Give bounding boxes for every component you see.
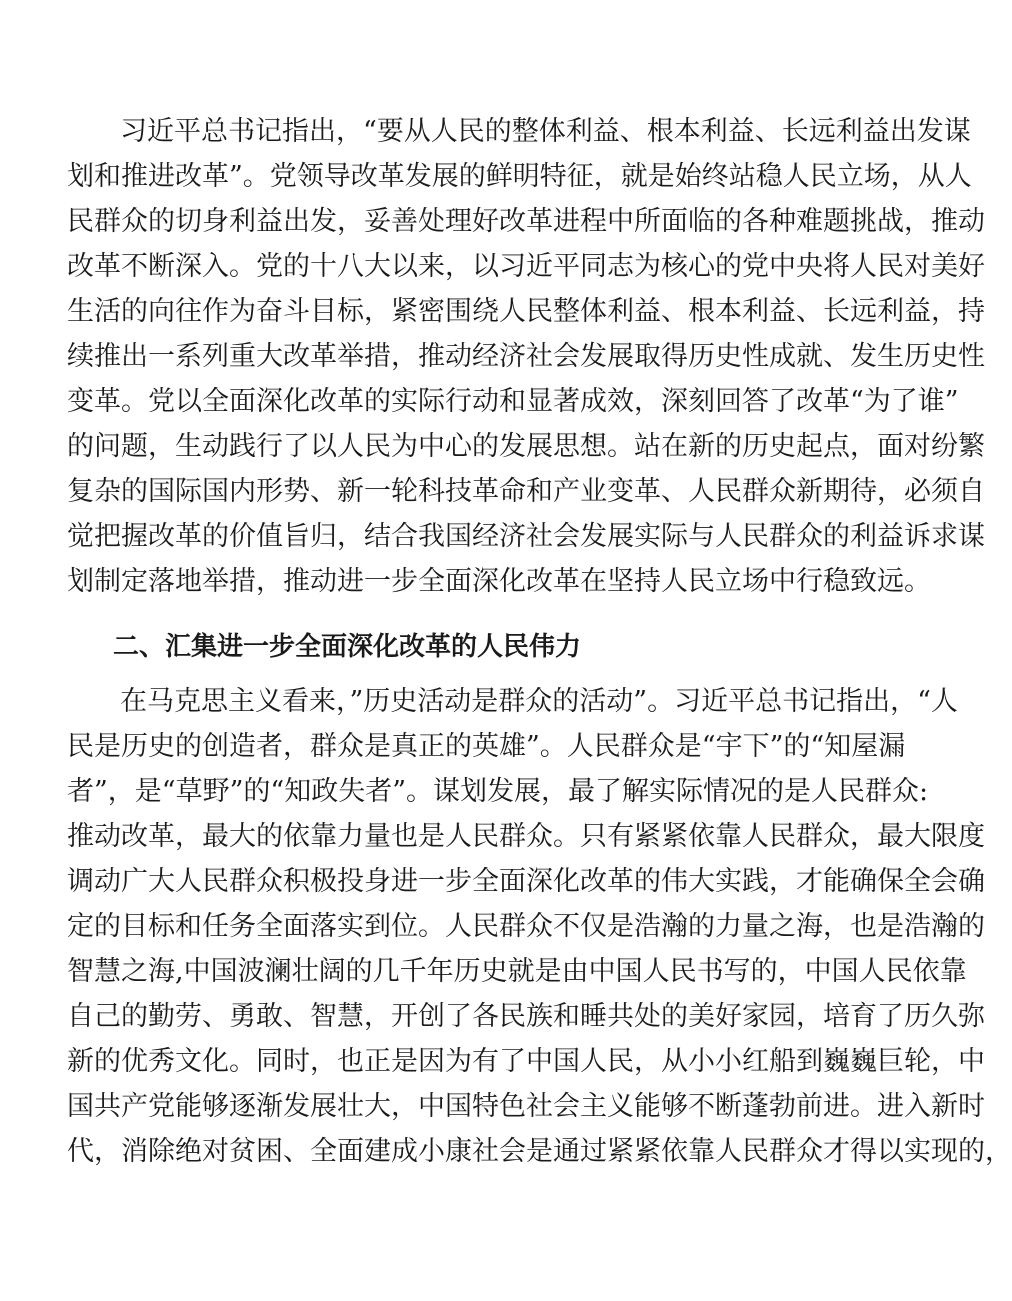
paragraph-line: 复杂的国际国内形势、新一轮科技革命和产业变革、人民群众新期待，必须自 bbox=[67, 476, 985, 507]
paragraph-line: 的问题，生动践行了以人民为中心的发展思想。站在新的历史起点，面对纷繁 bbox=[67, 431, 985, 462]
paragraph-line: 自己的勤劳、勇敢、智慧，开创了各民族和睡共处的美好家园，培育了历久弥 bbox=[67, 1001, 985, 1032]
paragraph-line: 者”，是“草野”的“知政失者”。谋划发展，最了解实际情况的是人民群众: bbox=[67, 776, 929, 807]
paragraph-line: 智慧之海,中国波澜壮阔的几千年历史就是由中国人民书写的，中国人民依靠 bbox=[67, 956, 967, 987]
paragraph-line: 划制定落地举措，推动进一步全面深化改革在坚持人民立场中行稳致远。 bbox=[67, 566, 931, 597]
paragraph-line: 续推出一系列重大改革举措，推动经济社会发展取得历史性成就、发生历史性 bbox=[67, 341, 985, 372]
paragraph-line: 民群众的切身利益出发，妥善处理好改革进程中所面临的各种难题挑战，推动 bbox=[67, 206, 985, 237]
paragraph-line: 新的优秀文化。同时，也正是因为有了中国人民，从小小红船到巍巍巨轮，中 bbox=[67, 1046, 985, 1077]
paragraph-line: 代，消除绝对贫困、全面建成小康社会是通过紧紧依靠人民群众才得以实现的， bbox=[67, 1136, 1012, 1167]
paragraph-line: 变革。党以全面深化改革的实际行动和显著成效，深刻回答了改革“为了谁” bbox=[67, 386, 959, 417]
paragraph-line: 调动广大人民群众积极投身进一步全面深化改革的伟大实践，才能确保全会确 bbox=[67, 866, 985, 897]
paragraph-line: 推动改革，最大的依靠力量也是人民群众。只有紧紧依靠人民群众，最大限度 bbox=[67, 821, 985, 852]
section-heading: 二、汇集进一步全面深化改革的人民伟力 bbox=[113, 632, 582, 662]
paragraph-line: 觉把握改革的价值旨归，结合我国经济社会发展实际与人民群众的利益诉求谋 bbox=[67, 521, 985, 552]
paragraph-line: 在马克思主义看来，”历史活动是群众的活动”。习近平总书记指出，“人 bbox=[120, 686, 958, 717]
paragraph-line: 国共产党能够逐渐发展壮大，中国特色社会主义能够不断蓬勃前进。进入新时 bbox=[67, 1091, 985, 1122]
paragraph-line: 定的目标和任务全面落实到位。人民群众不仅是浩瀚的力量之海，也是浩瀚的 bbox=[67, 911, 985, 942]
paragraph-line: 民是历史的创造者，群众是真正的英雄”。人民群众是“宇下”的“知屋漏 bbox=[67, 731, 906, 762]
paragraph-line: 习近平总书记指出，“要从人民的整体利益、根本利益、长远利益出发谋 bbox=[120, 116, 971, 147]
paragraph-line: 生活的向往作为奋斗目标，紧密围绕人民整体利益、根本利益、长远利益，持 bbox=[67, 296, 985, 327]
paragraph-line: 划和推进改革”。党领导改革发展的鲜明特征，就是始终站稳人民立场，从人 bbox=[67, 161, 972, 192]
paragraph-line: 改革不断深入。党的十八大以来，以习近平同志为核心的党中央将人民对美好 bbox=[67, 251, 985, 282]
